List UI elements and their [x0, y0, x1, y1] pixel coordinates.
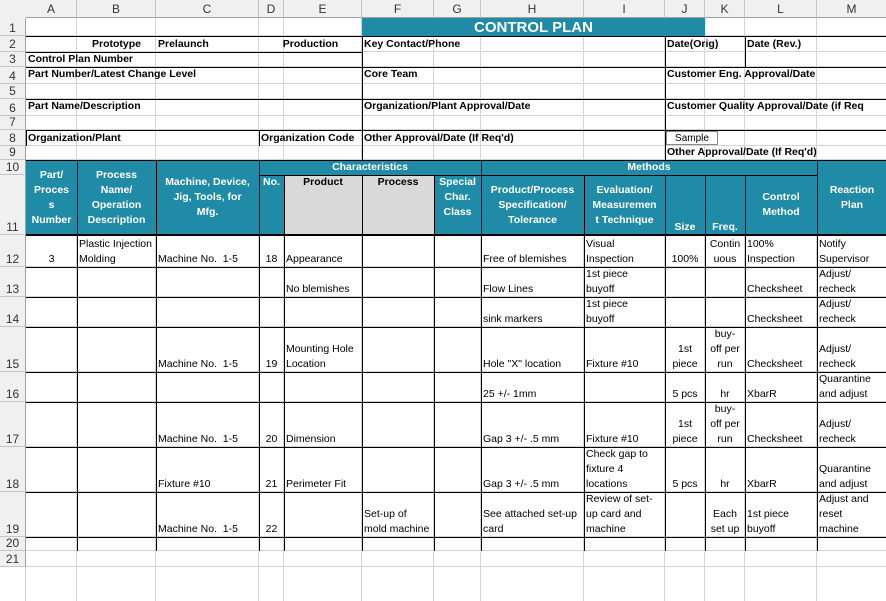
border-line	[26, 402, 886, 403]
border-line	[665, 67, 886, 68]
border-line	[26, 297, 886, 298]
process-header[interactable]: Process	[362, 175, 434, 235]
cell-h18[interactable]: Gap 3 +/- .5 mm	[483, 478, 560, 490]
cell-k16[interactable]: hr	[720, 388, 730, 400]
border-line	[26, 234, 886, 236]
border-line	[26, 327, 886, 328]
prototype-label[interactable]: Prototype	[91, 38, 141, 50]
cell-f15[interactable]	[362, 327, 434, 372]
part-name-label[interactable]: Part Name/Description	[28, 100, 141, 112]
border-line	[259, 130, 260, 146]
cell-i12[interactable]: Visual Inspection	[586, 238, 634, 265]
border-line	[77, 160, 78, 551]
cell-f14[interactable]	[362, 297, 434, 327]
cell-e16[interactable]	[284, 372, 362, 402]
part-number-label[interactable]: Part Number/Latest Change Level	[28, 68, 197, 80]
core-team-label[interactable]: Core Team	[364, 68, 418, 80]
cell-k14[interactable]	[705, 297, 745, 327]
border-line	[362, 130, 665, 131]
cell-b15[interactable]	[77, 327, 156, 372]
org-code-label[interactable]: Organization Code	[261, 132, 355, 144]
cell-e12[interactable]: Appearance	[286, 253, 343, 265]
row-header-13[interactable]: 13	[0, 267, 26, 297]
cell-f17[interactable]	[362, 402, 434, 447]
cell-l16[interactable]: XbarR	[747, 388, 777, 400]
cell-b18[interactable]	[77, 447, 156, 492]
no-header[interactable]: No.	[259, 175, 284, 235]
cell-j13[interactable]	[665, 267, 705, 297]
cell-f18[interactable]	[362, 447, 434, 492]
column-header-m[interactable]: M	[817, 0, 886, 18]
column-header-d[interactable]: D	[259, 0, 284, 18]
row-header-8[interactable]: 8	[0, 130, 26, 146]
cell-b16[interactable]	[77, 372, 156, 402]
cell-m19[interactable]: Adjust and reset machine	[819, 493, 869, 535]
select-all-corner[interactable]	[0, 0, 26, 18]
cell-m14[interactable]: Adjust/ recheck	[819, 298, 856, 325]
evaluation-header[interactable]: Evaluation/ Measuremen t Technique	[584, 175, 665, 235]
date-rev-label[interactable]: Date (Rev.)	[747, 38, 802, 50]
org-plant-approval-label[interactable]: Organization/Plant Approval/Date	[364, 100, 531, 112]
machine-header[interactable]: Machine, Device, Jig, Tools, for Mfg.	[156, 160, 259, 235]
border-line	[362, 99, 665, 100]
cell-k15[interactable]: buy- off per run	[710, 328, 740, 370]
column-header-h[interactable]: H	[481, 0, 584, 18]
cell-j12[interactable]: 100%	[671, 253, 699, 265]
cell-c15[interactable]: Machine No. 1-5	[158, 358, 238, 370]
cell-a14[interactable]	[26, 297, 77, 327]
cell-g13[interactable]	[434, 267, 481, 297]
cell-l18[interactable]: XbarR	[747, 478, 777, 490]
other-approval-label[interactable]: Other Approval/Date (If Req'd)	[364, 132, 514, 144]
border-line	[26, 67, 362, 68]
customer-quality-approval-label[interactable]: Customer Quality Approval/Date (if Req	[667, 100, 864, 112]
border-line	[26, 447, 886, 448]
row-header-17[interactable]: 17	[0, 402, 26, 447]
border-line	[259, 160, 260, 551]
border-line	[362, 36, 363, 160]
freq-header[interactable]: Freq.	[705, 175, 745, 235]
row-header-15[interactable]: 15	[0, 327, 26, 372]
column-header-g[interactable]: G	[434, 0, 481, 18]
customer-eng-approval-label[interactable]: Customer Eng. Approval/Date	[667, 68, 816, 80]
cell-a16[interactable]	[26, 372, 77, 402]
border-line	[26, 130, 362, 131]
cell-e14[interactable]	[284, 297, 362, 327]
border-line	[26, 99, 362, 100]
cell-i17[interactable]: Fixture #10	[586, 433, 639, 445]
row-header-14[interactable]: 14	[0, 297, 26, 327]
cell-j18[interactable]: 5 pcs	[672, 478, 698, 490]
border-line	[362, 175, 363, 551]
row-header-7[interactable]: 7	[0, 116, 26, 130]
cell-i19[interactable]: Review of set- up card and machine	[586, 493, 653, 535]
row-header-9[interactable]: 9	[0, 146, 26, 160]
reaction-plan-header[interactable]: Reaction Plan	[817, 160, 886, 235]
row-header-16[interactable]: 16	[0, 372, 26, 402]
cell-k17[interactable]: buy- off per run	[710, 403, 740, 445]
cell-g12[interactable]	[434, 235, 481, 267]
production-label[interactable]: Production	[282, 38, 339, 50]
cell-c14[interactable]	[156, 297, 259, 327]
column-header-c[interactable]: C	[156, 0, 259, 18]
border-line	[362, 67, 665, 68]
control-plan-number-label[interactable]: Control Plan Number	[28, 53, 134, 65]
border-line	[26, 130, 27, 146]
part-process-number-header[interactable]: Part/ Proces s Number	[26, 160, 77, 235]
column-header-a[interactable]: A	[26, 0, 77, 18]
cell-h17[interactable]: Gap 3 +/- .5 mm	[483, 433, 560, 445]
process-name-header[interactable]: Process Name/ Operation Description	[77, 160, 156, 235]
cell-m17[interactable]: Adjust/ recheck	[819, 418, 856, 445]
cell-f12[interactable]	[362, 235, 434, 267]
border-line	[26, 36, 886, 37]
cell-b17[interactable]	[77, 402, 156, 447]
column-header-l[interactable]: L	[745, 0, 817, 18]
cell-a15[interactable]	[26, 327, 77, 372]
cell-a17[interactable]	[26, 402, 77, 447]
border-line	[26, 537, 886, 538]
column-header-j[interactable]: J	[665, 0, 705, 18]
org-plant-label[interactable]: Organization/Plant	[28, 132, 121, 144]
row-header-1[interactable]: 1	[0, 18, 26, 36]
cell-l12[interactable]: 100% Inspection	[747, 238, 795, 265]
cell-a12[interactable]: 3	[48, 253, 55, 265]
row-header-10[interactable]: 10	[0, 160, 26, 175]
row-header-11[interactable]: 11	[0, 175, 26, 235]
cell-a19[interactable]	[26, 492, 77, 537]
cell-b14[interactable]	[77, 297, 156, 327]
cell-d15[interactable]: 19	[265, 358, 278, 370]
cell-g17[interactable]	[434, 402, 481, 447]
size-header[interactable]: Size	[665, 175, 705, 235]
cell-g18[interactable]	[434, 447, 481, 492]
cell-e19[interactable]	[284, 492, 362, 537]
cell-d18[interactable]: 21	[265, 478, 278, 490]
column-header-i[interactable]: I	[584, 0, 665, 18]
cell-j16[interactable]: 5 pcs	[672, 388, 698, 400]
cell-h15[interactable]: Hole "X" location	[483, 358, 562, 370]
prelaunch-label[interactable]: Prelaunch	[158, 38, 209, 50]
border-line	[26, 52, 362, 53]
border-line	[481, 160, 482, 551]
border-line	[284, 175, 285, 551]
cell-d17[interactable]: 20	[265, 433, 278, 445]
product-header[interactable]: Product	[284, 175, 362, 235]
sample-button[interactable]: Sample	[666, 131, 718, 145]
date-orig-label[interactable]: Date(Orig)	[667, 38, 719, 50]
row-header-18[interactable]: 18	[0, 447, 26, 492]
cell-c13[interactable]	[156, 267, 259, 297]
characteristics-header[interactable]: Characteristics	[259, 160, 481, 175]
border-line	[665, 99, 886, 100]
cell-i18[interactable]: Check gap to fixture 4 locations	[586, 448, 648, 490]
border-line	[26, 160, 886, 161]
control-method-header[interactable]: Control Method	[745, 175, 817, 235]
empty-row-20[interactable]	[26, 537, 886, 551]
cell-m13[interactable]: Adjust/ recheck	[819, 268, 856, 295]
cell-c19[interactable]: Machine No. 1-5	[158, 523, 238, 535]
spec-tolerance-header[interactable]: Product/Process Specification/ Tolerance	[481, 175, 584, 235]
cell-h12[interactable]: Free of blemishes	[483, 253, 567, 265]
border-line	[156, 160, 157, 551]
cell-i13[interactable]: 1st piece buyoff	[586, 268, 629, 295]
row-header-2[interactable]: 2	[0, 36, 26, 52]
cell-d12[interactable]: 18	[265, 253, 278, 265]
cell-c17[interactable]: Machine No. 1-5	[158, 433, 238, 445]
cell-j17[interactable]: 1st piece	[672, 418, 698, 445]
other-approval-label-2[interactable]: Other Approval/Date (If Req'd)	[667, 146, 817, 158]
border-line	[745, 175, 746, 551]
cell-f16[interactable]	[362, 372, 434, 402]
border-line	[705, 175, 706, 551]
cell-h19[interactable]: See attached set-up card	[483, 508, 577, 535]
cell-j14[interactable]	[665, 297, 705, 327]
cell-l15[interactable]: Checksheet	[747, 358, 803, 370]
title-cell[interactable]: CONTROL PLAN	[362, 18, 705, 36]
cell-d14[interactable]	[259, 297, 284, 327]
cell-b13[interactable]	[77, 267, 156, 297]
border-line	[665, 36, 666, 160]
cell-e13[interactable]: No blemishes	[286, 283, 350, 295]
cell-k12[interactable]: Contin uous	[709, 238, 741, 265]
empty-row-21[interactable]	[26, 551, 886, 567]
row-header-21[interactable]: 21	[0, 551, 26, 567]
cell-e15[interactable]: Mounting Hole Location	[286, 343, 354, 370]
row-header-3[interactable]: 3	[0, 52, 26, 67]
cell-c16[interactable]	[156, 372, 259, 402]
cell-l14[interactable]: Checksheet	[747, 313, 803, 325]
cell-g19[interactable]	[434, 492, 481, 537]
border-line	[817, 160, 818, 551]
column-header-e[interactable]: E	[284, 0, 362, 18]
key-contact-label[interactable]: Key Contact/Phone	[364, 38, 461, 50]
cell-i16[interactable]	[584, 372, 665, 402]
cell-f19[interactable]: Set-up of mold machine	[364, 508, 430, 535]
methods-header[interactable]: Methods	[481, 160, 817, 175]
cell-k19[interactable]: Each set up	[710, 508, 740, 535]
cell-l13[interactable]: Checksheet	[747, 283, 803, 295]
cell-i14[interactable]: 1st piece buyoff	[586, 298, 629, 325]
row-header-5[interactable]: 5	[0, 84, 26, 99]
cell-e18[interactable]: Perimeter Fit	[286, 478, 347, 490]
cell-l19[interactable]: 1st piece buyoff	[747, 508, 790, 535]
border-line	[26, 372, 886, 373]
cell-k18[interactable]: hr	[720, 478, 730, 490]
border-line	[665, 130, 886, 131]
cell-e17[interactable]: Dimension	[286, 433, 336, 445]
cell-f13[interactable]	[362, 267, 434, 297]
cell-m18[interactable]: Quarantine and adjust	[819, 463, 871, 490]
cell-j15[interactable]: 1st piece	[672, 343, 698, 370]
cell-g14[interactable]	[434, 297, 481, 327]
cell-k13[interactable]	[705, 267, 745, 297]
column-header-k[interactable]: K	[705, 0, 745, 18]
cell-m15[interactable]: Adjust/ recheck	[819, 343, 856, 370]
row-header-6[interactable]: 6	[0, 99, 26, 116]
cell-a18[interactable]	[26, 447, 77, 492]
cell-j19[interactable]	[665, 492, 705, 537]
cell-g16[interactable]	[434, 372, 481, 402]
border-line	[665, 175, 666, 551]
column-header-b[interactable]: B	[77, 0, 156, 18]
border-line	[26, 267, 886, 268]
row-header-19[interactable]: 19	[0, 492, 26, 537]
border-line	[745, 36, 746, 67]
cell-c12[interactable]: Machine No. 1-5	[158, 253, 238, 265]
cell-c18[interactable]: Fixture #10	[158, 478, 211, 490]
border-line	[434, 175, 435, 551]
row-header-20[interactable]: 20	[0, 537, 26, 551]
border-line	[259, 175, 817, 176]
row-header-4[interactable]: 4	[0, 67, 26, 84]
cell-b19[interactable]	[77, 492, 156, 537]
cell-d16[interactable]	[259, 372, 284, 402]
cell-d19[interactable]: 22	[265, 523, 278, 535]
border-line	[26, 492, 886, 493]
cell-i15[interactable]: Fixture #10	[586, 358, 639, 370]
special-char-header[interactable]: Special Char. Class	[434, 175, 481, 235]
border-line	[584, 175, 585, 551]
column-header-f[interactable]: F	[362, 0, 434, 18]
cell-m16[interactable]: Quarantine and adjust	[819, 373, 871, 400]
cell-g15[interactable]	[434, 327, 481, 372]
cell-b12[interactable]: Plastic Injection Molding	[79, 238, 152, 265]
cell-h14[interactable]: sink markers	[483, 313, 543, 325]
cell-d13[interactable]	[259, 267, 284, 297]
cell-m12[interactable]: Notify Supervisor	[819, 238, 870, 265]
cell-l17[interactable]: Checksheet	[747, 433, 803, 445]
cell-a13[interactable]	[26, 267, 77, 297]
cell-h16[interactable]: 25 +/- 1mm	[483, 388, 537, 400]
cell-h13[interactable]: Flow Lines	[483, 283, 534, 295]
row-header-12[interactable]: 12	[0, 235, 26, 267]
